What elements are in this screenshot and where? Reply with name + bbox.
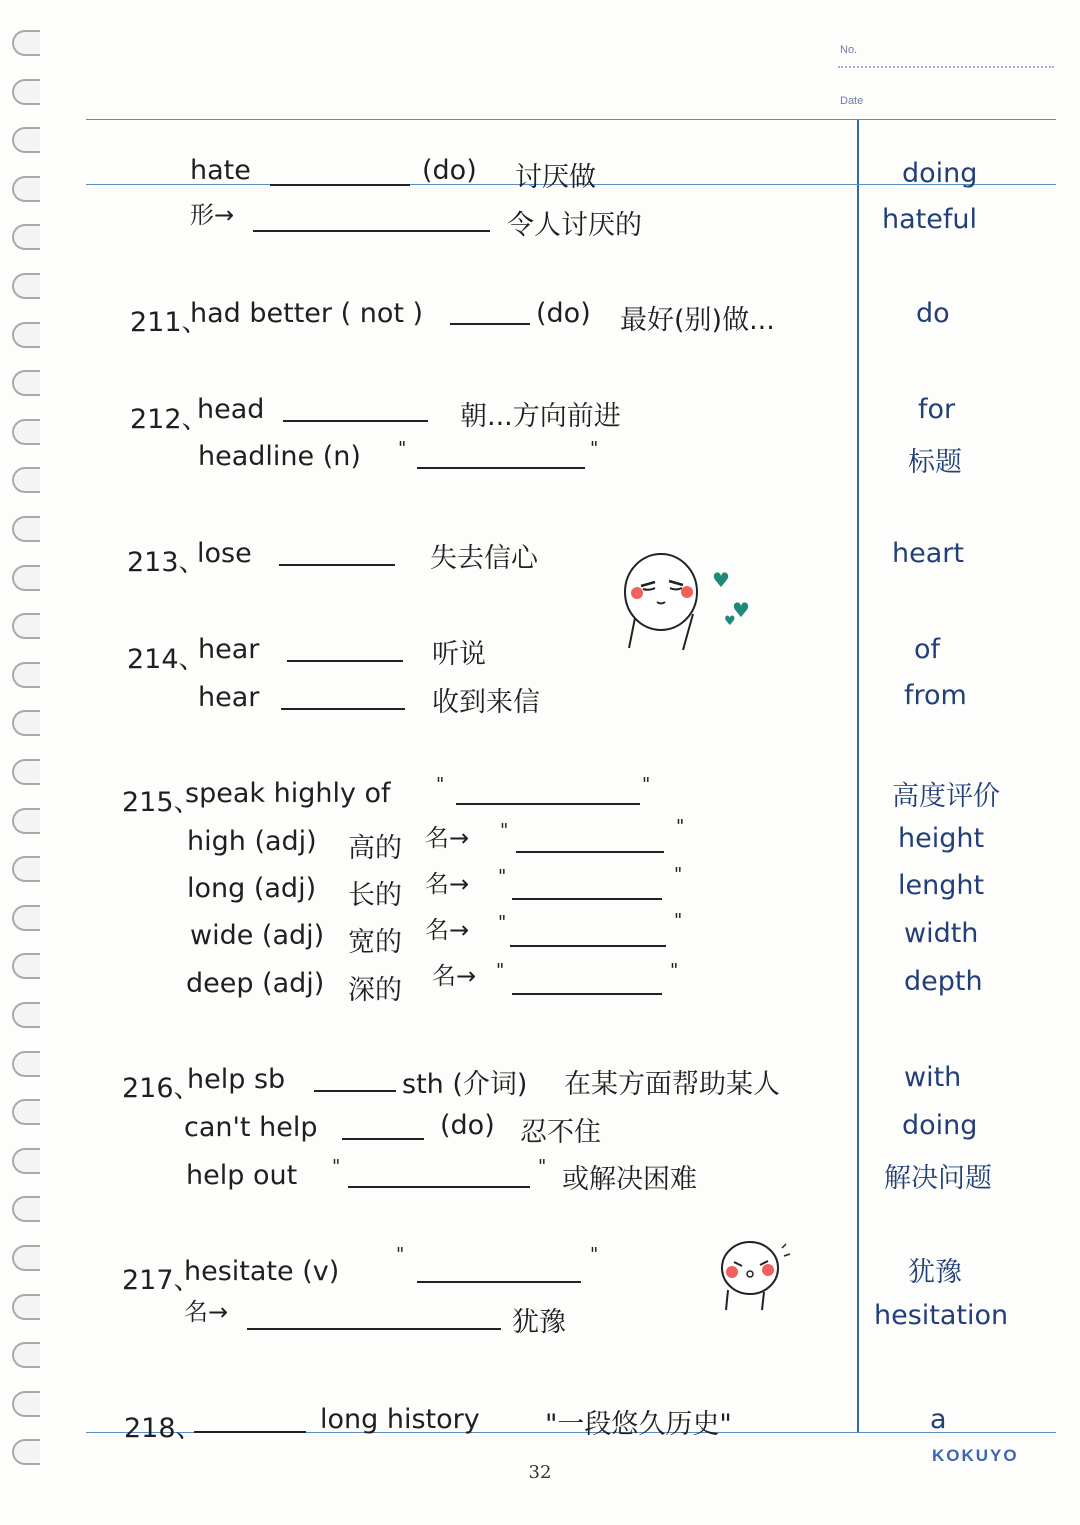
- quote-open-deep: ": [496, 960, 505, 981]
- ring-icon: [12, 662, 40, 688]
- answer-gaodu: 高度评价: [892, 781, 1000, 812]
- word-high: high (adj): [187, 826, 317, 857]
- ring-icon: [12, 1099, 40, 1125]
- ring-icon: [12, 1245, 40, 1271]
- blank-217b: [247, 1328, 501, 1330]
- answer-heart: heart: [892, 538, 964, 569]
- ring-icon: [12, 1439, 40, 1465]
- heart-icon: ♥: [712, 568, 730, 592]
- blank-215: [456, 803, 640, 805]
- blank-216c: [348, 1186, 530, 1188]
- blank-hate: [270, 184, 410, 186]
- quote-close-deep: ": [670, 960, 679, 981]
- ring-icon: [12, 370, 40, 396]
- do-216: (do): [440, 1110, 495, 1141]
- quote-open-212: ": [398, 438, 407, 459]
- quote-close-216: ": [538, 1156, 547, 1177]
- brand-logo: KOKUYO: [932, 1446, 1019, 1465]
- ming-arrow-4: 名→: [432, 962, 477, 990]
- word-long: long (adj): [187, 873, 317, 904]
- answer-doing: doing: [902, 158, 978, 189]
- sth-prep: sth (介词): [402, 1069, 528, 1100]
- answer-depth: depth: [904, 966, 983, 997]
- blank-211: [450, 323, 530, 325]
- answer-width: width: [904, 918, 979, 949]
- ring-icon: [12, 1391, 40, 1417]
- ring-icon: [12, 224, 40, 250]
- cn-213: 失去信心: [430, 543, 538, 574]
- quote-open-long: ": [498, 866, 507, 887]
- word-lose: lose: [197, 538, 252, 569]
- ring-icon: [12, 1148, 40, 1174]
- quote-open-217: ": [396, 1244, 405, 1265]
- no-label: No.: [840, 44, 858, 56]
- ring-icon: [12, 759, 40, 785]
- page-number: 32: [528, 1462, 552, 1483]
- blank-height: [516, 851, 664, 853]
- quote-close-217: ": [590, 1244, 599, 1265]
- answer-of: of: [914, 634, 941, 665]
- num-217: 217、: [122, 1265, 201, 1296]
- ring-icon: [12, 953, 40, 979]
- num-216: 216、: [122, 1073, 201, 1104]
- cant-help: can't help: [184, 1112, 318, 1143]
- answer-hateful: hateful: [882, 204, 977, 235]
- answer-a: a: [930, 1404, 947, 1435]
- num-214: 214、: [127, 644, 206, 675]
- cn-216b: 忍不住: [520, 1117, 601, 1148]
- hate-cn: 讨厌做: [515, 162, 596, 193]
- had-better: had better ( not ): [190, 298, 424, 329]
- quote-close-long: ": [674, 864, 683, 885]
- blank-213: [279, 564, 395, 566]
- wide-cn: 宽的: [348, 927, 402, 958]
- answer-do: do: [916, 298, 950, 329]
- blank-218: [194, 1431, 306, 1433]
- ring-icon: [12, 30, 40, 56]
- no-dotted-line: [838, 66, 1054, 68]
- answer-biaoti: 标题: [908, 447, 962, 478]
- num-213: 213、: [127, 547, 206, 578]
- word-head: head: [197, 394, 265, 425]
- help-sb: help sb: [187, 1064, 286, 1095]
- answer-from: from: [904, 680, 967, 711]
- word-deep: deep (adj): [186, 968, 325, 999]
- cn-214b: 收到来信: [432, 687, 540, 718]
- ring-icon: [12, 856, 40, 882]
- blank-216a: [314, 1090, 396, 1092]
- blank-headline: [417, 467, 585, 469]
- ring-icon: [12, 273, 40, 299]
- do-211: (do): [536, 298, 591, 329]
- ring-icon: [12, 1342, 40, 1368]
- speak-highly: speak highly of: [185, 778, 391, 809]
- blank-214a: [287, 660, 403, 662]
- quote-close-wide: ": [674, 910, 683, 931]
- ring-icon: [12, 905, 40, 931]
- word-hear-1: hear: [198, 634, 260, 665]
- ming-arrow-1: 名→: [425, 824, 470, 852]
- quote-close-high: ": [676, 816, 685, 837]
- ring-icon: [12, 808, 40, 834]
- quote-close-212: ": [590, 438, 599, 459]
- blank-214b: [281, 708, 405, 710]
- answer-margin-line: [857, 120, 859, 1432]
- answer-for: for: [918, 394, 956, 425]
- ring-icon: [12, 322, 40, 348]
- heart-icon: ♥: [724, 614, 736, 629]
- cn-218: "一段悠久历史": [545, 1409, 732, 1440]
- cn-217: 犹豫: [512, 1307, 566, 1338]
- ming-arrow-2: 名→: [425, 870, 470, 898]
- cn-214a: 听说: [432, 639, 486, 670]
- cn-211: 最好(别)做...: [620, 305, 775, 336]
- cn-216a: 在某方面帮助某人: [564, 1069, 780, 1100]
- num-215: 215、: [122, 787, 201, 818]
- ring-icon: [12, 613, 40, 639]
- answer-doing-2: doing: [902, 1110, 978, 1141]
- ring-icon: [12, 79, 40, 105]
- ring-icon: [12, 516, 40, 542]
- deep-cn: 深的: [348, 975, 402, 1006]
- blank-length: [512, 898, 662, 900]
- long-history: long history: [320, 1404, 480, 1435]
- blank-212: [283, 420, 428, 422]
- cn-216c: 或解决困难: [562, 1164, 697, 1195]
- answer-youyu: 犹豫: [908, 1257, 962, 1288]
- date-label: Date: [840, 95, 864, 107]
- ring-icon: [12, 1196, 40, 1222]
- ring-icon: [12, 176, 40, 202]
- hate-do: (do): [422, 155, 477, 186]
- ring-icon: [12, 127, 40, 153]
- quote-open-high: ": [500, 820, 509, 841]
- ring-icon: [12, 710, 40, 736]
- word-wide: wide (adj): [190, 920, 325, 951]
- answer-height: height: [898, 823, 985, 854]
- word-headline: headline (n): [198, 441, 361, 472]
- blank-depth: [512, 993, 662, 995]
- long-cn: 长的: [348, 880, 402, 911]
- word-hate: hate: [190, 155, 251, 186]
- ming-arrow-3: 名→: [425, 916, 470, 944]
- cn-212: 朝...方向前进: [460, 401, 621, 432]
- blank-217a: [417, 1281, 581, 1283]
- ring-icon: [12, 467, 40, 493]
- ring-icon: [12, 419, 40, 445]
- ring-icon: [12, 1294, 40, 1320]
- ming-arrow-217: 名→: [184, 1298, 229, 1326]
- face-doodle-icon: [716, 1238, 796, 1318]
- num-211: 211、: [130, 307, 209, 338]
- heart-icon: ♥: [732, 598, 750, 622]
- word-hesitate: hesitate (v): [184, 1256, 340, 1287]
- quote-open-215: ": [436, 774, 445, 795]
- hateful-cn: 令人讨厌的: [507, 210, 642, 241]
- word-hear-2: hear: [198, 682, 260, 713]
- blank-216b: [342, 1138, 424, 1140]
- quote-open-wide: ": [498, 912, 507, 933]
- blank-width: [510, 945, 666, 947]
- high-cn: 高的: [348, 833, 402, 864]
- num-218: 218、: [124, 1413, 203, 1444]
- xing-label: 形→: [190, 201, 235, 229]
- num-212: 212、: [130, 404, 209, 435]
- header-rule: [86, 119, 1056, 120]
- answer-jiejue: 解决问题: [884, 1163, 992, 1194]
- answer-lenght: lenght: [898, 870, 985, 901]
- quote-open-216: ": [332, 1156, 341, 1177]
- face-doodle-icon: [615, 548, 715, 658]
- ring-icon: [12, 1051, 40, 1077]
- answer-with: with: [904, 1062, 962, 1093]
- ring-icon: [12, 1002, 40, 1028]
- quote-close-215: ": [642, 774, 651, 795]
- answer-hesitation: hesitation: [874, 1300, 1009, 1331]
- blank-hateful: [253, 230, 490, 232]
- ring-icon: [12, 565, 40, 591]
- help-out: help out: [186, 1160, 298, 1191]
